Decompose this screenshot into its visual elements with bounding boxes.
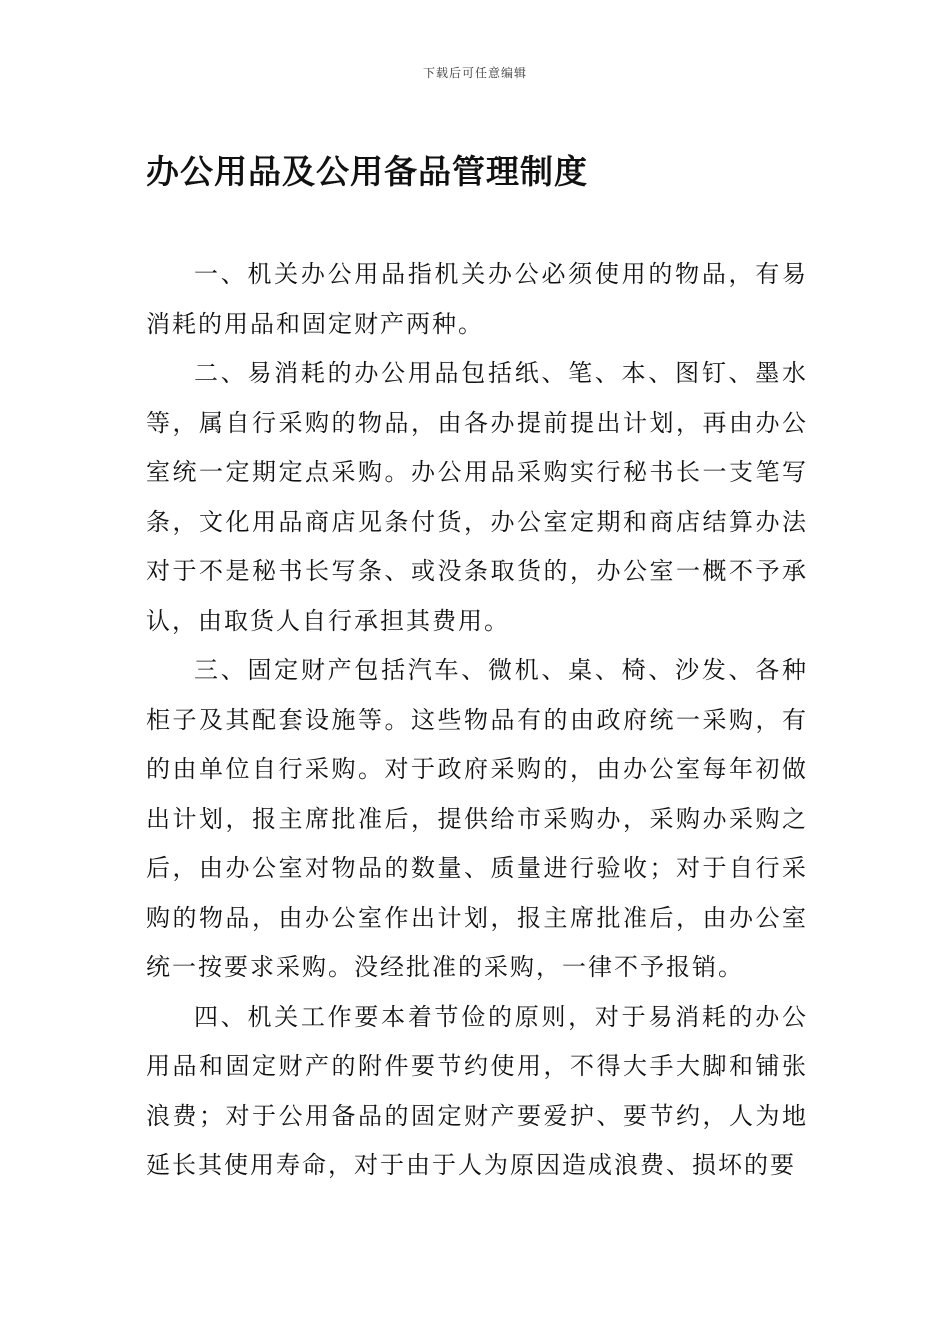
document-body <box>146 250 808 1191</box>
paragraph-3: 三、固定财产包括汽车、微机、桌、椅、沙发、各种柜子及其配套设施等。这些物品有的由政府统一采购，有的由单位自行采购。对于政府采购的，由办公室每年初做出计划，报主席批准后，提供给市采购办，采购办采购之后，由办公室对物品的数量、质量进行验收；对于自行采购的物品，由办公室作出计划，报主席批准后，由办公室统一按要求采购。没经批准的采购，一律不予报销。 <box>146 656 808 981</box>
document-title: 办公用品及公用备品管理制度 <box>146 152 588 191</box>
paragraph-2: 二、易消耗的办公用品包括纸、笔、本、图钉、墨水等，属自行采购的物品，由各办提前提出计划，再由办公室统一定期定点采购。办公用品采购实行秘书长一支笔写条，文化用品商店见条付货，办公室定期和商店结算办法对于不是秘书长写条、或没条取货的，办公室一概不予承认，由取货人自行承担其费用。 <box>146 359 808 635</box>
paragraph-1: 一、机关办公用品指机关办公必须使用的物品，有易消耗的用品和固定财产两种。 <box>146 260 808 338</box>
paragraph-4: 四、机关工作要本着节俭的原则，对于易消耗的办公用品和固定财产的附件要节约使用，不得大手大脚和铺张浪费；对于公用备品的固定财产要爱护、要节约，人为地延长其使用寿命，对于由于人为原因造成浪费、损坏的要 <box>146 1002 808 1179</box>
header-note: 下载后可任意编辑 <box>422 66 527 80</box>
